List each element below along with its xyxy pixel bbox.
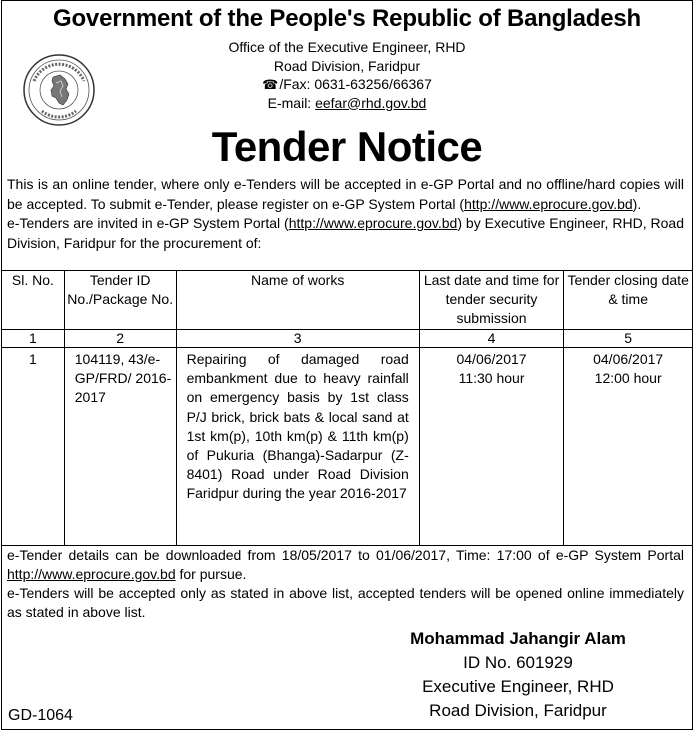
signatory-division: Road Division, Faridpur: [429, 701, 607, 720]
cell-name-of-works: Repairing of damaged road embankment due to heavy rainfall on emergency basis by 1st class P/J brick, brick bats & local sand at 1st km(p), 10th km(p) & 11th km(p) of Pukuria (Bhanga)-Sadarpur (Z-8401) Road under Road Division Faridpur during the year 2016-2017: [176, 348, 419, 546]
footer-p1-end: for pursue.: [175, 566, 247, 582]
signature-block: [372, 626, 664, 723]
intro-text: [7, 175, 684, 253]
phone-fax-line: [2, 75, 692, 94]
header-security-submission: Last date and time for tender security submission: [419, 271, 564, 330]
security-time: 11:30 hour: [458, 370, 525, 387]
column-number: 5: [564, 330, 693, 348]
notice-title: Tender Notice: [211, 123, 483, 170]
cell-tender-id: 104119, 43/e-GP/FRD/ 2016-2017: [64, 348, 176, 546]
column-number-row: [2, 330, 693, 348]
closing-date: 04/06/2017: [593, 351, 664, 367]
header-sl-no: Sl. No.: [2, 271, 65, 330]
intro-paragraph-2: [7, 214, 684, 253]
email-link[interactable]: eefar@rhd.gov.bd: [315, 94, 427, 111]
division-name: Road Division, Faridpur: [273, 57, 421, 74]
security-date: 04/06/2017: [456, 351, 527, 367]
signatory-designation: Executive Engineer, RHD: [422, 677, 614, 696]
footer-text: [7, 546, 684, 622]
header-tender-id: Tender ID No./Package No.: [64, 271, 176, 330]
tender-table: [1, 270, 693, 546]
telephone-icon: ☎: [262, 77, 279, 92]
gd-number: GD-1064: [8, 707, 73, 724]
eprocure-link[interactable]: http://www.eprocure.gov.bd: [288, 215, 458, 231]
cell-closing-date: [564, 348, 693, 546]
column-number: 1: [2, 330, 65, 348]
footer-p1-text: e-Tender details can be downloaded from 18/05/2017 to 01/06/2017, Time: 17:00 of e-GP System Portal: [7, 547, 684, 563]
intro-p1-end: ).: [632, 195, 642, 212]
intro-p1-text: This is an online tender, where only e-Tenders will be accepted in e-GP Portal and no offline/hard copies will be accepted. To submit e-Tender, please register on e-GP System Portal (: [7, 176, 684, 212]
column-number: 3: [176, 330, 419, 348]
cell-sl-no: 1: [2, 348, 65, 546]
eprocure-link[interactable]: http://www.eprocure.gov.bd: [464, 195, 633, 212]
cell-security-submission: [419, 348, 564, 546]
footer-paragraph-1: [7, 546, 684, 584]
email-line: [2, 94, 692, 113]
notice-header: [2, 1, 692, 170]
header-name-of-works: Name of works: [176, 271, 419, 330]
intro-p2-text: e-Tenders are invited in e-GP System Portal (: [7, 215, 289, 231]
closing-time: 12:00 hour: [594, 370, 662, 387]
signatory-id: ID No. 601929: [463, 653, 573, 672]
intro-p2-end: ) by Executive Engineer, RHD, Road Division, Faridpur for the procurement of:: [7, 215, 684, 251]
eprocure-link[interactable]: http://www.eprocure.gov.bd: [7, 566, 176, 582]
footer-paragraph-2: e-Tenders will be accepted only as stated in above list, accepted tenders will be opened online immediately as stated in above list.: [7, 585, 684, 620]
table-header-row: [2, 271, 693, 330]
column-number: 4: [419, 330, 564, 348]
signatory-name: Mohammad Jahangir Alam: [410, 629, 626, 648]
government-title: Government of the People's Republic of Bangladesh: [53, 5, 641, 32]
tender-notice-page: [1, 0, 693, 730]
column-number: 2: [64, 330, 176, 348]
office-name: Office of the Executive Engineer, RHD: [228, 39, 466, 55]
office-address: [2, 38, 692, 112]
phone-fax: /Fax: 0631-63256/66367: [279, 76, 432, 92]
intro-paragraph-1: [7, 175, 684, 214]
table-row: [2, 348, 693, 546]
email-label: E-mail:: [267, 94, 316, 111]
header-closing-date: Tender closing date & time: [564, 271, 693, 330]
